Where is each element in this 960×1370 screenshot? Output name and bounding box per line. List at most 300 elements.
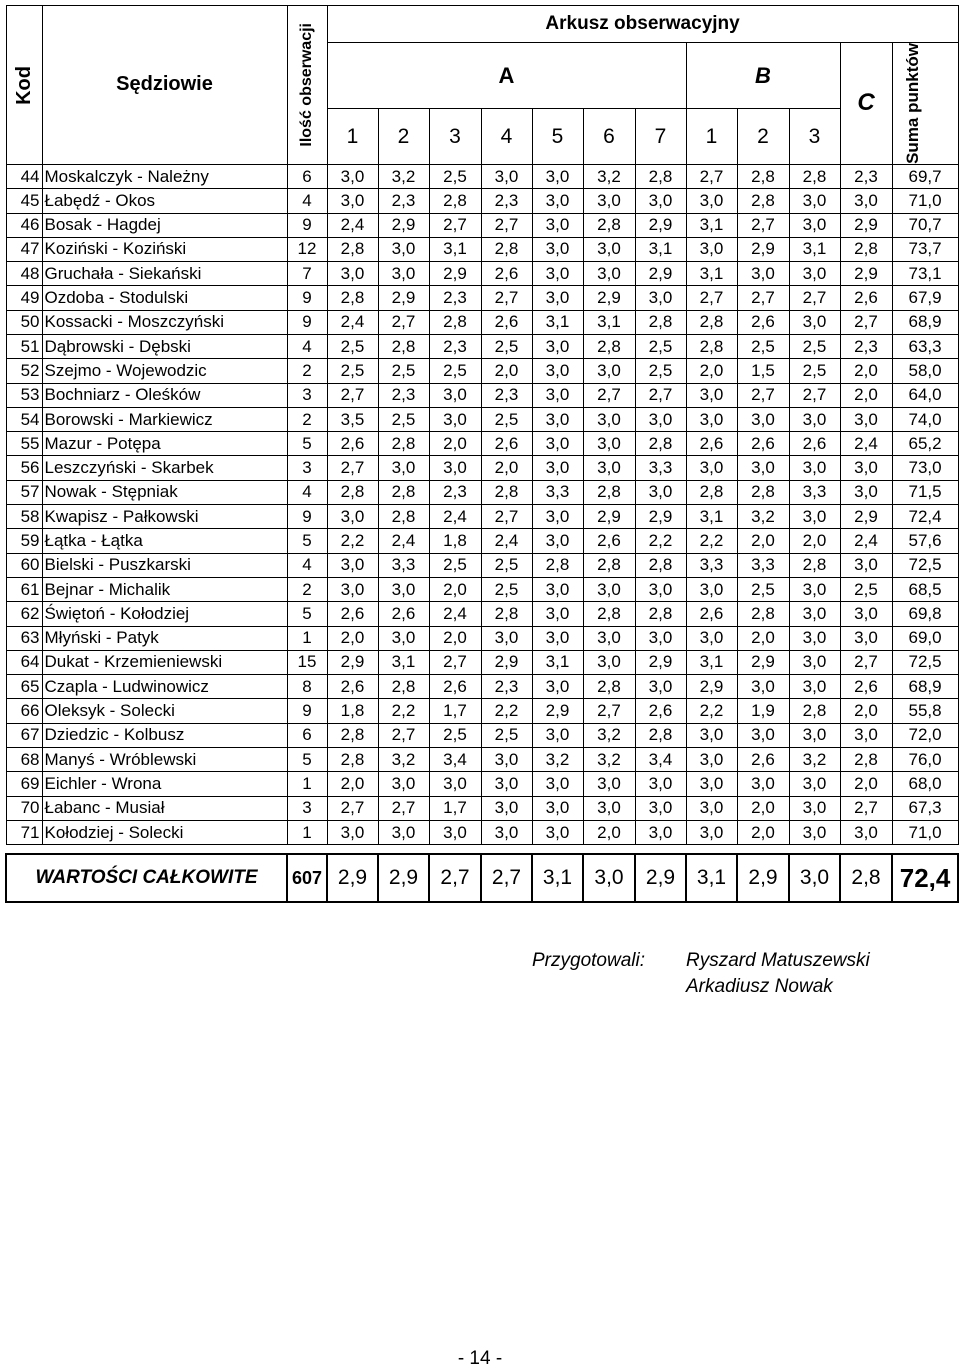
totals-value: 2,9 [635,854,686,902]
row-score: 3,0 [840,456,892,480]
row-score: 2,5 [481,723,532,747]
row-score: 3,2 [532,748,583,772]
row-score: 2,7 [583,383,635,407]
row-score: 3,0 [532,262,583,286]
row-score: 2,5 [840,577,892,601]
row-sum: 72,5 [892,650,958,674]
row-score: 2,8 [583,553,635,577]
row-observations: 4 [287,334,327,358]
row-sum: 64,0 [892,383,958,407]
row-observations: 1 [287,772,327,796]
row-score: 2,6 [840,286,892,310]
row-score: 3,0 [789,796,840,820]
row-score: 2,0 [737,529,789,553]
row-score: 2,8 [481,602,532,626]
row-sum: 73,7 [892,237,958,261]
row-score: 3,0 [635,407,686,431]
row-score: 2,0 [840,772,892,796]
row-score: 2,7 [378,723,429,747]
row-score: 2,0 [429,626,481,650]
row-score: 1,8 [429,529,481,553]
table-row [6,650,958,674]
row-score: 3,0 [686,237,737,261]
row-score: 3,0 [789,505,840,529]
row-sum: 72,5 [892,553,958,577]
row-score: 2,4 [429,602,481,626]
row-judges: Młyński - Patyk [42,626,287,650]
row-score: 2,8 [429,310,481,334]
row-score: 3,0 [686,772,737,796]
row-score: 3,2 [789,748,840,772]
row-score: 2,5 [429,723,481,747]
row-score: 2,2 [327,529,378,553]
row-sum: 71,0 [892,820,958,844]
row-score: 3,3 [635,456,686,480]
totals-value: 2,9 [378,854,429,902]
row-score: 2,9 [840,262,892,286]
row-kod: 48 [6,262,42,286]
row-observations: 2 [287,359,327,383]
row-judges: Dąbrowski - Dębski [42,334,287,358]
row-judges: Gruchała - Siekański [42,262,287,286]
row-observations: 15 [287,650,327,674]
row-score: 2,5 [378,359,429,383]
row-score: 3,5 [327,407,378,431]
row-score: 3,1 [686,505,737,529]
table-row [6,189,958,213]
row-kod: 68 [6,748,42,772]
table-row [6,480,958,504]
row-sum: 67,9 [892,286,958,310]
row-score: 3,0 [532,723,583,747]
row-score: 2,0 [737,796,789,820]
row-score: 3,0 [686,796,737,820]
table-row [6,553,958,577]
row-score: 2,7 [737,213,789,237]
row-kod: 47 [6,237,42,261]
row-score: 2,0 [481,456,532,480]
row-score: 3,0 [429,383,481,407]
row-score: 2,0 [789,529,840,553]
row-score: 3,0 [481,164,532,188]
row-score: 2,7 [737,383,789,407]
row-score: 2,7 [481,286,532,310]
row-observations: 2 [287,577,327,601]
row-score: 3,0 [532,820,583,844]
group-b-header: B [686,43,840,109]
row-score: 2,7 [327,456,378,480]
row-score: 2,6 [789,432,840,456]
row-score: 2,8 [789,553,840,577]
row-score: 3,0 [532,796,583,820]
row-judges: Oleksyk - Solecki [42,699,287,723]
table-row [6,432,958,456]
row-score: 3,0 [635,675,686,699]
row-kod: 57 [6,480,42,504]
row-score: 1,9 [737,699,789,723]
row-score: 3,0 [378,772,429,796]
table-row [6,820,958,844]
col-b-3: 3 [789,109,840,165]
row-score: 3,0 [532,529,583,553]
row-score: 2,0 [840,383,892,407]
author-1: Ryszard Matuszewski [686,950,870,971]
row-score: 2,7 [789,286,840,310]
row-score: 3,0 [532,456,583,480]
row-score: 2,8 [635,602,686,626]
row-score: 3,2 [583,748,635,772]
row-observations: 3 [287,796,327,820]
row-kod: 54 [6,407,42,431]
row-score: 3,0 [635,626,686,650]
row-score: 3,0 [686,407,737,431]
table-row [6,675,958,699]
row-score: 2,4 [327,310,378,334]
row-score: 3,0 [429,456,481,480]
row-score: 2,8 [635,723,686,747]
row-score: 2,7 [429,213,481,237]
row-score: 2,8 [583,480,635,504]
row-score: 2,8 [481,480,532,504]
row-score: 2,5 [789,359,840,383]
row-score: 3,0 [583,456,635,480]
row-score: 3,0 [583,189,635,213]
row-score: 3,0 [532,505,583,529]
row-score: 3,1 [686,213,737,237]
row-score: 3,0 [737,772,789,796]
col-a-7: 7 [635,109,686,165]
row-score: 2,5 [635,334,686,358]
row-sum: 63,3 [892,334,958,358]
row-score: 3,3 [737,553,789,577]
row-score: 3,0 [532,626,583,650]
row-score: 3,0 [737,456,789,480]
row-score: 3,0 [378,262,429,286]
row-judges: Moskalczyk - Należny [42,164,287,188]
row-score: 2,7 [327,383,378,407]
row-sum: 68,9 [892,310,958,334]
row-score: 3,0 [532,237,583,261]
row-score: 3,3 [686,553,737,577]
row-score: 2,5 [481,577,532,601]
row-observations: 3 [287,383,327,407]
row-kod: 52 [6,359,42,383]
row-score: 3,0 [789,407,840,431]
row-score: 2,5 [737,334,789,358]
row-score: 3,1 [635,237,686,261]
row-score: 2,5 [429,359,481,383]
totals-count: 607 [287,854,327,902]
row-sum: 70,7 [892,213,958,237]
row-score: 3,0 [789,723,840,747]
row-score: 2,3 [429,480,481,504]
row-score: 3,4 [635,748,686,772]
table-row [6,359,958,383]
row-score: 3,0 [532,213,583,237]
row-score: 3,1 [429,237,481,261]
row-score: 2,7 [481,213,532,237]
row-observations: 1 [287,626,327,650]
row-score: 2,9 [635,650,686,674]
row-sum: 72,0 [892,723,958,747]
row-score: 3,0 [378,820,429,844]
row-score: 3,0 [686,748,737,772]
row-score: 2,6 [429,675,481,699]
row-sum: 67,3 [892,796,958,820]
row-judges: Bochniarz - Oleśków [42,383,287,407]
row-score: 2,7 [635,383,686,407]
row-score: 2,8 [840,237,892,261]
totals-row [6,854,958,902]
row-score: 2,8 [327,237,378,261]
row-judges: Eichler - Wrona [42,772,287,796]
row-score: 3,0 [327,262,378,286]
row-score: 2,5 [327,359,378,383]
row-score: 3,0 [789,675,840,699]
row-kod: 66 [6,699,42,723]
row-score: 2,6 [840,675,892,699]
row-score: 2,4 [481,529,532,553]
row-score: 3,0 [532,772,583,796]
row-sum: 68,5 [892,577,958,601]
table-row [6,602,958,626]
row-score: 2,9 [840,213,892,237]
row-score: 1,5 [737,359,789,383]
row-score: 2,0 [840,359,892,383]
row-score: 2,8 [686,334,737,358]
group-c-header: C [840,43,892,165]
row-score: 2,2 [481,699,532,723]
row-score: 3,2 [378,164,429,188]
row-kod: 67 [6,723,42,747]
row-score: 2,6 [327,675,378,699]
row-score: 2,5 [481,407,532,431]
row-score: 2,9 [378,286,429,310]
row-score: 2,5 [327,334,378,358]
row-score: 3,0 [532,383,583,407]
row-score: 2,9 [583,286,635,310]
row-score: 2,8 [583,213,635,237]
row-score: 3,0 [429,772,481,796]
row-score: 2,9 [737,237,789,261]
row-score: 3,0 [429,820,481,844]
table-row [6,505,958,529]
group-a-header: A [327,43,686,109]
row-score: 2,8 [378,432,429,456]
row-score: 2,0 [429,577,481,601]
row-score: 2,8 [635,310,686,334]
table-row [6,456,958,480]
col-a-3: 3 [429,109,481,165]
row-kod: 71 [6,820,42,844]
row-observations: 12 [287,237,327,261]
row-score: 3,2 [737,505,789,529]
table-row [6,577,958,601]
row-score: 3,0 [789,310,840,334]
row-kod: 51 [6,334,42,358]
row-score: 2,8 [481,237,532,261]
row-score: 3,1 [583,310,635,334]
col-b-1: 1 [686,109,737,165]
totals-value: 3,0 [583,854,635,902]
totals-value: 2,7 [429,854,481,902]
table-row [6,723,958,747]
row-judges: Dziedzic - Kolbusz [42,723,287,747]
row-score: 2,8 [737,164,789,188]
col-a-5: 5 [532,109,583,165]
row-score: 2,0 [327,772,378,796]
sheet-title: Arkusz obserwacyjny [327,6,958,43]
row-score: 3,0 [840,626,892,650]
row-sum: 57,6 [892,529,958,553]
row-score: 2,7 [789,383,840,407]
row-observations: 6 [287,164,327,188]
row-score: 3,0 [532,359,583,383]
row-sum: 73,0 [892,456,958,480]
suma-header: Suma punktów [892,43,958,165]
row-score: 2,3 [840,334,892,358]
row-score: 3,0 [481,772,532,796]
row-kod: 56 [6,456,42,480]
row-score: 2,7 [429,650,481,674]
row-sum: 68,0 [892,772,958,796]
row-score: 3,2 [583,164,635,188]
row-sum: 73,1 [892,262,958,286]
row-score: 3,1 [378,650,429,674]
row-score: 2,8 [378,675,429,699]
row-score: 2,8 [686,480,737,504]
row-score: 3,0 [481,748,532,772]
row-score: 3,1 [686,650,737,674]
row-score: 3,0 [686,723,737,747]
row-score: 2,0 [429,432,481,456]
row-score: 3,0 [737,407,789,431]
row-score: 2,9 [635,262,686,286]
row-score: 1,7 [429,796,481,820]
row-score: 2,7 [840,796,892,820]
row-score: 3,0 [686,456,737,480]
row-kod: 64 [6,650,42,674]
row-score: 2,8 [789,164,840,188]
row-score: 3,2 [583,723,635,747]
row-score: 2,4 [840,529,892,553]
row-sum: 69,7 [892,164,958,188]
totals-value: 2,9 [327,854,378,902]
row-score: 3,0 [789,650,840,674]
row-kod: 65 [6,675,42,699]
row-score: 3,0 [635,286,686,310]
totals-value: 2,9 [737,854,789,902]
table-row [6,213,958,237]
row-observations: 5 [287,432,327,456]
row-score: 2,8 [583,602,635,626]
totals-label: WARTOŚCI CAŁKOWITE [6,854,287,902]
row-score: 2,8 [635,553,686,577]
row-score: 2,7 [840,650,892,674]
table-row [6,699,958,723]
totals-value: 2,8 [840,854,892,902]
row-score: 3,0 [327,189,378,213]
row-observations: 4 [287,189,327,213]
row-observations: 5 [287,529,327,553]
row-score: 2,8 [737,602,789,626]
row-score: 2,2 [686,529,737,553]
row-judges: Świętoń - Kołodziej [42,602,287,626]
row-score: 3,0 [327,505,378,529]
row-score: 3,0 [840,602,892,626]
row-score: 2,8 [737,189,789,213]
row-score: 2,0 [481,359,532,383]
row-observations: 6 [287,723,327,747]
totals-value: 3,0 [789,854,840,902]
row-score: 3,0 [378,456,429,480]
row-sum: 71,0 [892,189,958,213]
row-score: 3,0 [378,577,429,601]
row-kod: 62 [6,602,42,626]
col-a-2: 2 [378,109,429,165]
row-score: 2,8 [378,480,429,504]
row-judges: Czapla - Ludwinowicz [42,675,287,699]
row-kod: 60 [6,553,42,577]
row-score: 3,0 [686,820,737,844]
row-score: 3,0 [532,334,583,358]
row-score: 2,2 [378,699,429,723]
row-score: 2,6 [737,748,789,772]
row-score: 3,0 [686,383,737,407]
row-score: 2,7 [583,699,635,723]
row-score: 3,0 [583,432,635,456]
totals-sum: 72,4 [892,854,958,902]
row-judges: Ozdoba - Stodulski [42,286,287,310]
row-score: 3,0 [378,626,429,650]
row-score: 3,0 [635,577,686,601]
row-score: 2,2 [686,699,737,723]
row-score: 3,0 [686,189,737,213]
row-score: 2,7 [737,286,789,310]
row-score: 2,8 [532,553,583,577]
row-score: 3,0 [583,407,635,431]
table-row [6,237,958,261]
row-score: 3,0 [481,820,532,844]
kod-header: Kod [6,6,42,165]
row-score: 3,0 [532,675,583,699]
row-observations: 7 [287,262,327,286]
row-judges: Bielski - Puszkarski [42,553,287,577]
row-score: 2,4 [840,432,892,456]
row-score: 3,0 [532,189,583,213]
row-score: 3,0 [789,820,840,844]
row-score: 2,7 [327,796,378,820]
row-score: 3,0 [583,237,635,261]
totals-value: 2,7 [481,854,532,902]
row-score: 3,0 [532,602,583,626]
row-score: 3,0 [327,577,378,601]
row-score: 2,9 [327,650,378,674]
row-judges: Łabanc - Musiał [42,796,287,820]
row-score: 2,8 [686,310,737,334]
row-score: 2,8 [327,723,378,747]
row-score: 2,5 [429,553,481,577]
row-score: 2,7 [378,310,429,334]
row-score: 2,6 [583,529,635,553]
row-score: 2,6 [481,262,532,286]
row-judges: Łątka - Łątka [42,529,287,553]
row-judges: Mazur - Potępa [42,432,287,456]
row-kod: 59 [6,529,42,553]
row-kod: 50 [6,310,42,334]
row-score: 2,0 [583,820,635,844]
row-kod: 69 [6,772,42,796]
